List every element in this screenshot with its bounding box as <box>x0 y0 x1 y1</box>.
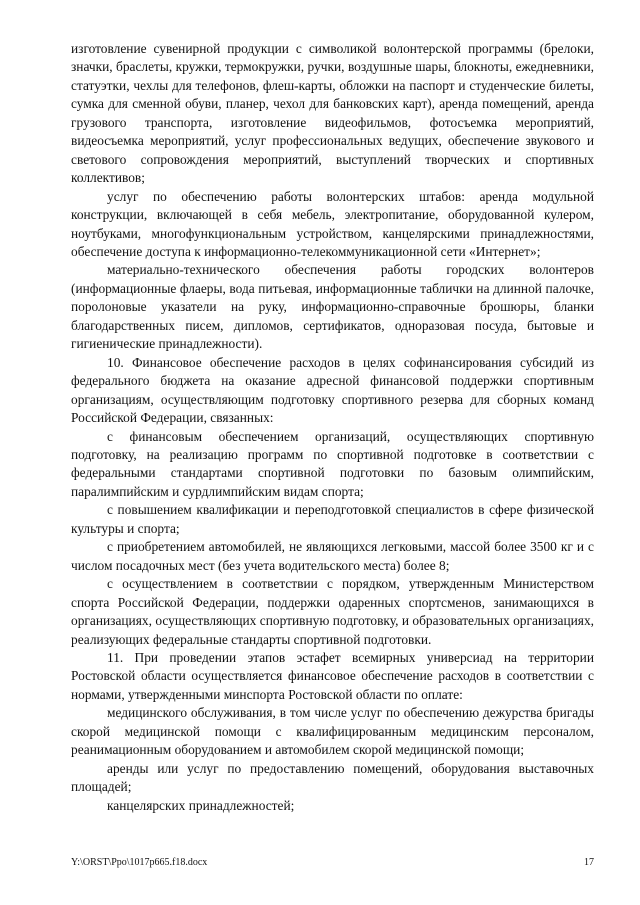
paragraph-item-10: 10. Финансовое обеспечение расходов в целях софинансирования субсидий из федерального бюджета на оказание адресной финансовой поддержки спортивным организациям, осуществляющим подготовку спортивного резерва для сборных команд Российской Федерации, связанных: <box>71 354 594 426</box>
paragraph-volunteer-headquarters: услуг по обеспечению работы волонтерских штабов: аренда модульной конструкции, включающей в себя мебель, электропитание, оборудованной кулером, ноутбуками, многофункциональным устройством, канцелярскими принадлежностями, обеспечение доступа к информационно-телекоммуникационной сети «Интернет»; <box>71 188 594 259</box>
footer-file-path: Y:\ORST\Ppo\1017p665.f18.docx <box>71 857 208 868</box>
paragraph-stationery: канцелярских принадлежностей; <box>107 797 295 813</box>
paragraph-premises-rental: аренды или услуг по предоставлению помещений, оборудования выставочных площадей; <box>71 760 594 795</box>
paragraph-item-11: 11. При проведении этапов эстафет всемирных универсиад на территории Ростовской области осуществляется финансовое обеспечение расходов в соответствии с нормами, утвержденными минспорта Ростовской области по оплате: <box>71 649 594 702</box>
paragraph-gifted-athletes-support: с осуществлением в соответствии с порядком, утвержденным Министерством спорта Российской Федерации, поддержки одаренных спортсменов, занимающихся в организациях, осуществляющих спортивную подготовку, и образовательных организациях, реализующих федеральные стандарты спортивной подготовки. <box>71 576 594 647</box>
paragraph-medical-services: медицинского обслуживания, в том числе услуг по обеспечению дежурства бригады скорой медицинской помощи с квалифицированным медицинским персоналом, реанимационным оборудованием и автомобилем скорой медицинской помощи; <box>71 705 594 758</box>
document-body <box>71 40 594 815</box>
paragraph-vehicle-purchase: с приобретением автомобилей, не являющихся легковыми, массой более 3500 кг и с числом посадочных мест (без учета водительского места) более 8; <box>71 539 594 573</box>
paragraph-volunteer-logistics: материально-технического обеспечения работы городских волонтеров (информационные флаеры, вода питьевая, информационные таблички на длинной палочке, поролоновые указатели на руку, информационно-справочные брошюры, бланки благодарственных писем, дипломов, сертификатов, одноразовая посуда, бытовые и гигиенические принадлежности). <box>71 262 594 352</box>
paragraph-sports-training-funding: с финансовым обеспечением организаций, осуществляющих спортивную подготовку, на реализацию программ по спортивной подготовке в соответствии с федеральными стандартами спортивной подготовки по базовым олимпийским, паралимпийским и сурдлимпийским видам спорта; <box>71 428 594 499</box>
paragraph-qualification-upgrade: с повышением квалификации и переподготовкой специалистов в сфере физической культуры и спорта; <box>71 502 594 536</box>
paragraph-souvenir-production: изготовление сувенирной продукции с символикой волонтерской программы (брелоки, значки, браслеты, кружки, термокружки, ручки, воздушные шары, блокноты, ежедневники, статуэтки, чехлы для телефонов, флеш-карты, обложки на паспорт и студенческие билеты, сумка для сменной обуви, планер, чехол для банковских карт), аренда помещений, аренда грузового транспорта, изготовление видеофильмов, фотосъемка мероприятий, видеосъемка мероприятий, услуг профессиональных ведущих, обеспечение звукового и светового сопровождения мероприятий, выступлений творческих и спортивных коллективов; <box>71 41 594 186</box>
page-number: 17 <box>584 857 594 868</box>
page-footer <box>71 856 594 870</box>
